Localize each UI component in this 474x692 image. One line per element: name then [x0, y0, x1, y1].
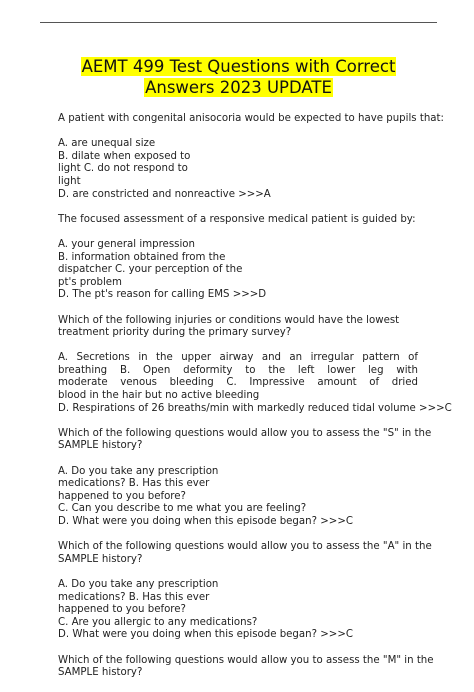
question-stem [58, 315, 418, 340]
option-line: D. The pt's reason for calling EMS >>>D [58, 289, 267, 301]
stem-line: The focused assessment of a responsive medical patient is guided by: [58, 213, 416, 225]
option-line: D. What were you doing when this episode began? >>>C [58, 516, 353, 527]
option-line: happened to you before? [58, 604, 186, 616]
document-body [58, 113, 452, 692]
option-line: D. are constricted and nonreactive >>>A [58, 188, 271, 200]
option-line: medications? B. Has this ever [58, 478, 210, 490]
stem-line: Which of the following questions would allow you to assess the "S" in the [58, 427, 432, 439]
option-line: dispatcher C. your perception of the [58, 264, 243, 276]
document-title [40, 56, 437, 98]
stem-line: A patient with congenital anisocoria would be expected to have pupils that: [58, 113, 444, 124]
question-stem [58, 427, 432, 453]
option-line: C. Can you describe to me what you are feeling? [58, 503, 307, 515]
option-line: happened to you before? [58, 490, 186, 502]
option-line: light C. do not respond to [58, 163, 188, 175]
stem-line: SAMPLE history? [58, 667, 143, 679]
option-line: B. information obtained from the [58, 251, 226, 263]
stem-line: treatment priority during the primary survey? [58, 327, 292, 339]
option-line: A. Do you take any prescription [58, 578, 219, 590]
option-line: A. Do you take any prescription [58, 465, 219, 477]
question-stem [58, 214, 418, 227]
title-line-2: Answers 2023 UPDATE [145, 78, 332, 97]
question-stem [58, 113, 444, 126]
option-line: blood in the hair but no active bleeding [58, 390, 260, 402]
option-line: moderate venous bleeding C. Impressive amount of dried [58, 377, 418, 389]
question-stem [58, 654, 434, 680]
answer-options [58, 579, 418, 642]
option-line: A. Secretions in the upper airway and an irregular pattern of [58, 352, 418, 364]
option-line: A. are unequal size [58, 138, 156, 150]
option-line: D. Respirations of 26 breaths/min with markedly reduced tidal volume >>>C [58, 402, 452, 414]
option-line: pt's problem [58, 276, 122, 288]
stem-line: SAMPLE history? [58, 553, 143, 565]
top-rule [40, 22, 437, 23]
answer-options [58, 138, 418, 201]
option-line: medications? B. Has this ever [58, 591, 210, 603]
answer-options [58, 466, 418, 529]
option-line: A. your general impression [58, 238, 195, 250]
stem-line: Which of the following injuries or conditions would have the lowest [58, 314, 400, 326]
answer-options [58, 352, 452, 415]
question-stem [58, 541, 432, 566]
title-line-1: AEMT 499 Test Questions with Correct [81, 57, 396, 76]
answer-options [58, 239, 418, 302]
title-highlight [81, 57, 397, 97]
option-line: B. dilate when exposed to [58, 150, 191, 162]
option-line: C. Are you allergic to any medications? [58, 616, 258, 628]
option-line: breathing B. Open deformity to the left lower leg with [58, 364, 418, 376]
stem-line: Which of the following questions would allow you to assess the "M" in the [58, 654, 434, 666]
option-line: light [58, 175, 81, 187]
stem-line: SAMPLE history? [58, 440, 143, 452]
option-line: D. What were you doing when this episode began? >>>C [58, 629, 353, 641]
stem-line: Which of the following questions would allow you to assess the "A" in the [58, 541, 432, 553]
